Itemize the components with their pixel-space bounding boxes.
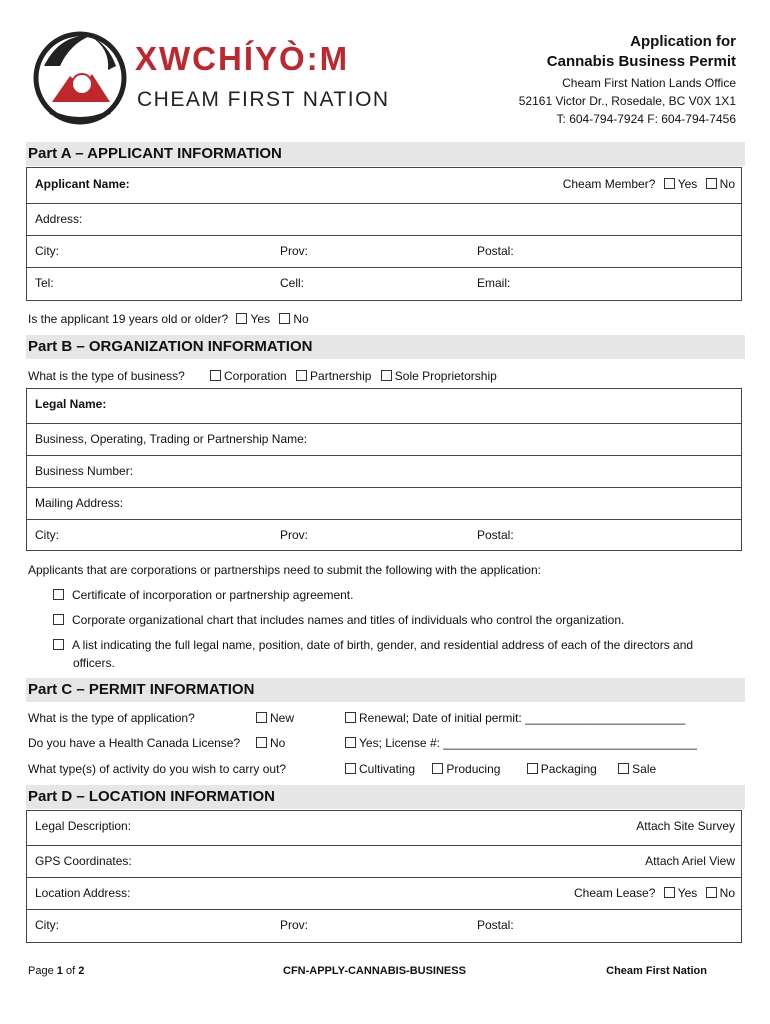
- office-phone: T: 604-794-7924 F: 604-794-7456: [556, 112, 736, 126]
- org-postal-label[interactable]: Postal:: [477, 528, 514, 542]
- age-no-label: No: [293, 312, 309, 326]
- tel-label[interactable]: Tel:: [35, 276, 54, 290]
- form-title-line1: Application for: [630, 33, 736, 50]
- location-address-row: [27, 878, 741, 910]
- age-yes-checkbox[interactable]: [236, 313, 247, 324]
- email-label[interactable]: Email:: [477, 276, 511, 290]
- city-row: [27, 236, 741, 268]
- office-name: Cheam First Nation Lands Office: [562, 76, 736, 90]
- mailing-address-label: Mailing Address:: [35, 496, 124, 510]
- license-yes-option: [345, 736, 697, 750]
- header-info: [519, 32, 736, 128]
- document-code: CFN-APPLY-CANNABIS-BUSINESS: [283, 965, 466, 977]
- license-no-option: [256, 736, 285, 750]
- activity-options: [345, 762, 656, 776]
- cheam-lease-yes-checkbox[interactable]: [664, 887, 675, 898]
- cheam-logo-icon: [30, 26, 130, 126]
- renewal-checkbox[interactable]: [345, 712, 356, 723]
- cell-label[interactable]: Cell:: [280, 276, 305, 290]
- requirement-1-checkbox[interactable]: [53, 589, 64, 600]
- license-question: Do you have a Health Canada License?: [28, 736, 241, 750]
- page-number: [28, 965, 84, 977]
- cheam-member-no-label: No: [719, 177, 735, 191]
- attach-site-survey-label: Attach Site Survey: [636, 819, 735, 833]
- new-option: [256, 711, 294, 725]
- part-d-heading: Part D – LOCATION INFORMATION: [26, 785, 745, 809]
- license-no-checkbox[interactable]: [256, 737, 267, 748]
- new-label: New: [270, 711, 295, 725]
- cultivating-checkbox[interactable]: [345, 763, 356, 774]
- age-yes-label: Yes: [250, 312, 271, 326]
- cheam-member-label: Cheam Member?: [562, 177, 656, 191]
- office-address: 52161 Victor Dr., Rosedale, BC V0X 1X1: [518, 94, 736, 108]
- page-current: 1: [56, 965, 63, 977]
- logo-title: XWCHÍYÒ:M: [135, 40, 350, 77]
- requirement-2-text: Corporate organizational chart that includes names and titles of individuals who control the organization.: [72, 613, 625, 627]
- cultivating-label: Cultivating: [359, 762, 416, 776]
- sale-checkbox[interactable]: [618, 763, 629, 774]
- location-postal-label[interactable]: Postal:: [477, 918, 514, 932]
- producing-label: Producing: [446, 762, 501, 776]
- contact-row: [27, 268, 741, 300]
- location-prov-label[interactable]: Prov:: [280, 918, 309, 932]
- org-city-row: [27, 520, 741, 550]
- partnership-label: Partnership: [310, 369, 372, 383]
- sole-proprietorship-label: Sole Proprietorship: [394, 369, 497, 383]
- age-question: Is the applicant 19 years old or older?: [28, 312, 229, 326]
- prov-label[interactable]: Prov:: [280, 244, 309, 258]
- requirement-3: [53, 638, 693, 652]
- age-no-checkbox[interactable]: [279, 313, 290, 324]
- address-label: Address:: [35, 212, 83, 226]
- cheam-member-yes-label: Yes: [677, 177, 698, 191]
- location-address-label[interactable]: Location Address:: [35, 886, 131, 900]
- requirement-2: [53, 613, 624, 627]
- cheam-lease-label: Cheam Lease?: [574, 886, 656, 900]
- requirement-3-checkbox[interactable]: [53, 639, 64, 650]
- corporation-label: Corporation: [224, 369, 287, 383]
- part-a-heading: Part A – APPLICANT INFORMATION: [26, 142, 745, 166]
- business-name-label: Business, Operating, Trading or Partnership Name:: [35, 432, 308, 446]
- age-question-row: [28, 312, 309, 326]
- gps-row[interactable]: [27, 846, 741, 878]
- org-city-label[interactable]: City:: [35, 528, 59, 542]
- legal-description-label: Legal Description:: [35, 819, 132, 833]
- page-total: 2: [78, 965, 85, 977]
- packaging-label: Packaging: [540, 762, 597, 776]
- page-of: of: [65, 965, 76, 977]
- postal-label[interactable]: Postal:: [477, 244, 514, 258]
- partnership-checkbox[interactable]: [296, 370, 307, 381]
- application-type-question: What is the type of application?: [28, 711, 195, 725]
- form-title-line2: Cannabis Business Permit: [546, 53, 736, 70]
- legal-name-row[interactable]: [27, 389, 741, 424]
- cheam-lease-field: [574, 886, 735, 900]
- org-prov-label[interactable]: Prov:: [280, 528, 309, 542]
- business-name-row[interactable]: [27, 424, 741, 456]
- footer-org: Cheam First Nation: [606, 965, 707, 977]
- gps-label: GPS Coordinates:: [35, 854, 132, 868]
- page-prefix: Page: [28, 965, 54, 977]
- corporation-checkbox[interactable]: [210, 370, 221, 381]
- logo-subtitle: CHEAM FIRST NATION: [137, 88, 390, 111]
- mailing-address-row[interactable]: [27, 488, 741, 520]
- legal-name-label: Legal Name:: [35, 397, 107, 411]
- renewal-option: [345, 711, 685, 725]
- business-type-options: [210, 369, 497, 383]
- producing-checkbox[interactable]: [432, 763, 443, 774]
- part-d-box: [26, 810, 742, 943]
- license-no-label: No: [270, 736, 286, 750]
- license-yes-label: Yes; License #: ______________________________________: [359, 736, 697, 750]
- applicant-name-row: [27, 168, 741, 204]
- cheam-lease-yes-label: Yes: [677, 886, 698, 900]
- location-city-row: [27, 910, 741, 942]
- corporations-note: Applicants that are corporations or partnerships need to submit the following with the application:: [28, 563, 541, 577]
- business-number-label: Business Number:: [35, 464, 134, 478]
- applicant-name-label[interactable]: Applicant Name:: [35, 177, 130, 191]
- packaging-checkbox[interactable]: [527, 763, 538, 774]
- license-yes-checkbox[interactable]: [345, 737, 356, 748]
- requirement-1: [53, 588, 353, 602]
- part-b-heading: Part B – ORGANIZATION INFORMATION: [26, 335, 745, 359]
- part-a-box: [26, 167, 742, 301]
- cheam-lease-no-checkbox[interactable]: [706, 887, 717, 898]
- part-c-heading: Part C – PERMIT INFORMATION: [26, 678, 745, 702]
- activity-question: What type(s) of activity do you wish to carry out?: [28, 762, 287, 776]
- sale-label: Sale: [632, 762, 657, 776]
- city-label[interactable]: City:: [35, 244, 59, 258]
- business-type-question: What is the type of business?: [28, 369, 185, 383]
- cheam-lease-no-label: No: [719, 886, 735, 900]
- requirement-2-checkbox[interactable]: [53, 614, 64, 625]
- part-b-box: [26, 388, 742, 551]
- cheam-member-field: [563, 177, 735, 191]
- new-checkbox[interactable]: [256, 712, 267, 723]
- renewal-label: Renewal; Date of initial permit: ________________________: [359, 711, 686, 725]
- requirement-3-text: A list indicating the full legal name, position, date of birth, gender, and residential address of each of the directors and: [72, 638, 694, 652]
- requirement-1-text: Certificate of incorporation or partnership agreement.: [72, 588, 354, 602]
- sole-proprietorship-checkbox[interactable]: [381, 370, 392, 381]
- location-city-label[interactable]: City:: [35, 918, 59, 932]
- business-number-row[interactable]: [27, 456, 741, 488]
- legal-description-row[interactable]: [27, 811, 741, 846]
- attach-ariel-view-label: Attach Ariel View: [645, 854, 735, 868]
- requirement-3-cont: officers.: [73, 656, 115, 670]
- cheam-member-no-checkbox[interactable]: [706, 178, 717, 189]
- cheam-member-yes-checkbox[interactable]: [664, 178, 675, 189]
- address-row[interactable]: [27, 204, 741, 236]
